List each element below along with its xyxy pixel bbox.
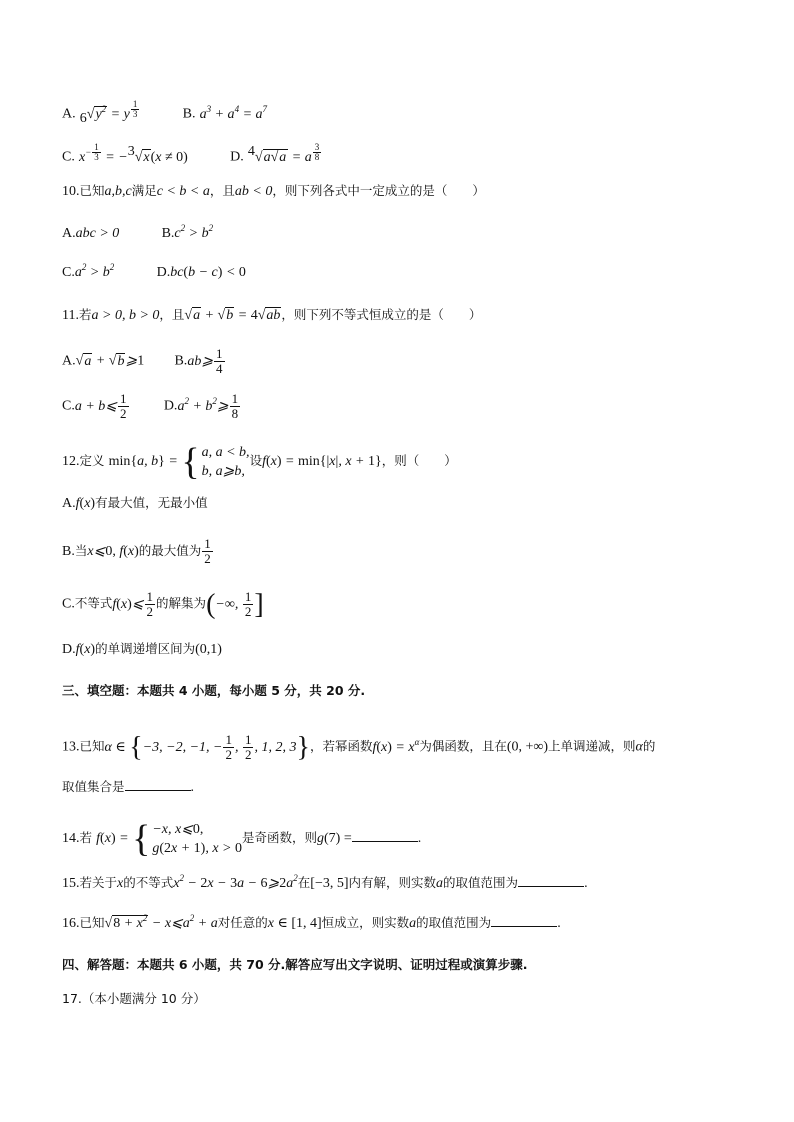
q12-stem: [62, 443, 457, 481]
q13-answer-blank[interactable]: [125, 778, 191, 791]
q11-b-expr: ab⩾ $\frac{1}{4}$: [187, 346, 223, 376]
q13-text: 为偶函数，且在: [419, 738, 507, 754]
q11-number: 11.: [62, 308, 79, 323]
q14: [62, 820, 421, 858]
q10-text: 已知: [79, 183, 105, 198]
q13-line1: [62, 733, 655, 762]
q16-a: a: [409, 916, 417, 931]
q11-text: ，则下列不等式恒成立的是（ ）: [281, 307, 482, 322]
q14-answer-blank[interactable]: [352, 829, 418, 842]
q13-interval: (0, +∞): [506, 739, 549, 755]
q15-text: 的取值范围为: [443, 875, 519, 890]
q11-c-expr: a + b⩽ $\frac{1}{2}$: [74, 391, 127, 421]
q12-d-text: 的单调递增区间为: [95, 641, 196, 656]
q13-text: 取值集合是: [62, 779, 125, 794]
q15-text: 内有解，则实数: [348, 875, 437, 890]
q11-d-expr: $a^2$ + $b^2⩾$ $\frac{1}{8}$: [177, 391, 239, 421]
q15-number: 15.: [62, 876, 80, 891]
q13-alpha: α: [635, 739, 643, 755]
q12-option-b: [62, 537, 214, 566]
q10-options-cd: [62, 264, 246, 282]
q12-a-label: A.: [62, 496, 76, 511]
q10-condition: ab < 0: [234, 184, 273, 199]
q9-d-expr: $^4$√a√a = a $^{\frac{3}{8}}$: [247, 142, 320, 165]
q10-text: ，且: [209, 183, 235, 198]
q12-option-a: [62, 494, 208, 513]
q13-text: ，若幂函数: [309, 738, 373, 754]
q14-piecewise: f(x) = { −x, x⩽0, g(2x + 1), x > 0: [96, 818, 242, 860]
q12-c-text: 不等式: [74, 595, 113, 611]
q12-b-text: 的最大值为: [138, 543, 202, 558]
q10-text: 满足: [131, 183, 157, 198]
q9-a-label: A.: [62, 106, 76, 122]
q15: [62, 874, 588, 893]
q12-b-value: $\frac{1}{2}$: [204, 536, 211, 566]
q9-a-expr: $_6√y^2 = y$ $^{\frac{1}{3}}$: [79, 99, 138, 126]
q13-text: 上单调递减，则: [548, 738, 636, 754]
q9-b-expr: $a^3 + a^4 = a^7$: [199, 103, 268, 122]
q12-c-text: 的解集为: [156, 595, 207, 611]
q13-func: $f(x) = x^\alpha$: [372, 736, 420, 755]
q17-header: 17.（本小题满分 10 分）: [62, 991, 206, 1006]
q12-b-text: 当: [74, 543, 88, 558]
q16-answer-blank[interactable]: [491, 914, 557, 927]
q9-options-ab: [62, 100, 267, 124]
q12-fx: f(x): [75, 496, 96, 511]
q12-min-definition: min{a, b} = { a, a < b, b, a⩾b,: [108, 441, 250, 483]
q9-b-label: B.: [182, 106, 196, 122]
q9-c-label: C.: [62, 149, 75, 165]
q16-end: .: [557, 916, 561, 931]
q14-g7: g(7) =: [317, 831, 352, 847]
q14-number: 14.: [62, 831, 80, 847]
q15-end: .: [584, 876, 588, 891]
q10-stem: [62, 182, 485, 201]
q10-a-expr: abc > 0: [75, 226, 120, 241]
q12-c-expr: f(x)⩽ $\frac{1}{2}$: [112, 589, 154, 619]
q13-text: 已知: [79, 738, 105, 754]
q15-answer-blank[interactable]: [518, 874, 584, 887]
q15-interval: [−3, 5]: [310, 876, 349, 891]
section-4-heading: 四、解答题：本题共 6 小题，共 70 分.解答应写出文字说明、证明过程或演算步骤.: [62, 957, 528, 972]
q11-stem: [62, 306, 481, 325]
q10-text: ，则下列各式中一定成立的是（ ）: [272, 183, 485, 198]
q11-b-label: B.: [174, 353, 188, 369]
q10-c-expr: $a^2 > b^2$: [74, 262, 115, 280]
q15-text: 在: [297, 875, 311, 890]
q11-d-label: D.: [163, 398, 178, 414]
q12-c-label: C.: [62, 596, 75, 612]
q13-set: α ∈ {−3, −2, −1, − $\frac{1}{2}$ , $\frac{1}{2}$ , 1, 2, 3}: [104, 731, 310, 763]
q13-text: 的: [642, 738, 656, 754]
q10-b-label: B.: [161, 226, 175, 241]
q11-a-label: A.: [62, 353, 76, 369]
section-3-heading: 三、填空题：本题共 4 小题，每小题 5 分，共 20 分.: [62, 683, 366, 698]
q12-text: 定义: [79, 453, 105, 469]
q16-text: 已知: [79, 915, 105, 930]
q11-text: ，且: [159, 307, 185, 322]
q12-option-c: [62, 590, 264, 619]
q15-a: a: [436, 876, 444, 891]
q16-text: 对任意的: [217, 915, 268, 930]
q16-domain: x ∈ [1, 4]: [267, 916, 322, 931]
q12-option-d: [62, 640, 222, 659]
q10-b-expr: $c^2 > b^2$: [174, 223, 214, 241]
q12-a-text: 有最大值，无最小值: [95, 495, 208, 510]
q12-d-interval: (0,1): [195, 642, 222, 657]
q15-inequality: $x^2 - 2x - 3a$ − $6⩾2a^2$: [173, 873, 298, 891]
q12-text: ，则（ ）: [381, 453, 457, 469]
q12-function: f(x) = min{|x|, x + 1}: [262, 454, 382, 470]
q11-options-cd: [62, 392, 241, 421]
q13-number: 13.: [62, 739, 80, 755]
q9-c-expr: $x^{- \frac{1}{3}}$ = −$^3$√x(x ≠ 0): [78, 142, 188, 165]
q16-number: 16.: [62, 916, 80, 931]
q12-number: 12.: [62, 454, 80, 470]
q10-d-expr: bc(b − c) < 0: [170, 265, 246, 280]
q11-condition: a > 0, b > 0: [91, 308, 160, 323]
q15-x: x: [117, 876, 124, 891]
q16: [62, 914, 561, 933]
q15-text: 若关于: [79, 875, 118, 890]
q10-c-label: C.: [62, 265, 75, 280]
q14-text: 是奇函数，则: [242, 830, 318, 846]
q12-c-interval: (−∞, $\frac{1}{2}$ ]: [206, 588, 264, 620]
q14-text: 若: [79, 830, 93, 846]
q10-condition: c < b < a: [156, 184, 210, 199]
q16-inequality: $√8 + x^2$ − $x⩽a^2 + a$: [104, 913, 218, 931]
q16-text: 的取值范围为: [416, 915, 492, 930]
q12-b-expr: x⩽0, f(x): [87, 544, 139, 559]
q9-d-label: D.: [230, 149, 244, 165]
q11-a-expr: √a + √b⩾1: [75, 353, 145, 369]
q11-options-ab: [62, 347, 226, 376]
q13-end: .: [190, 780, 195, 795]
q10-vars: a,b,c: [104, 184, 132, 199]
q10-options-ab: [62, 225, 213, 243]
q12-d-label: D.: [62, 642, 76, 657]
q10-a-label: A.: [62, 226, 76, 241]
q16-text: 恒成立，则实数: [321, 915, 410, 930]
q11-text: 若: [78, 307, 92, 322]
q11-equation: √a + √b = 4√ab: [184, 308, 281, 323]
q15-text: 的不等式: [123, 875, 174, 890]
q13-line2: [62, 778, 194, 797]
q12-b-label: B.: [62, 544, 75, 559]
q11-c-label: C.: [62, 398, 75, 414]
q9-options-cd: [62, 143, 322, 167]
q10-number: 10.: [62, 184, 80, 199]
q10-d-label: D.: [156, 265, 171, 280]
q14-end: .: [417, 831, 422, 847]
q12-fx: f(x): [75, 642, 96, 657]
q12-text: 设: [249, 453, 263, 469]
